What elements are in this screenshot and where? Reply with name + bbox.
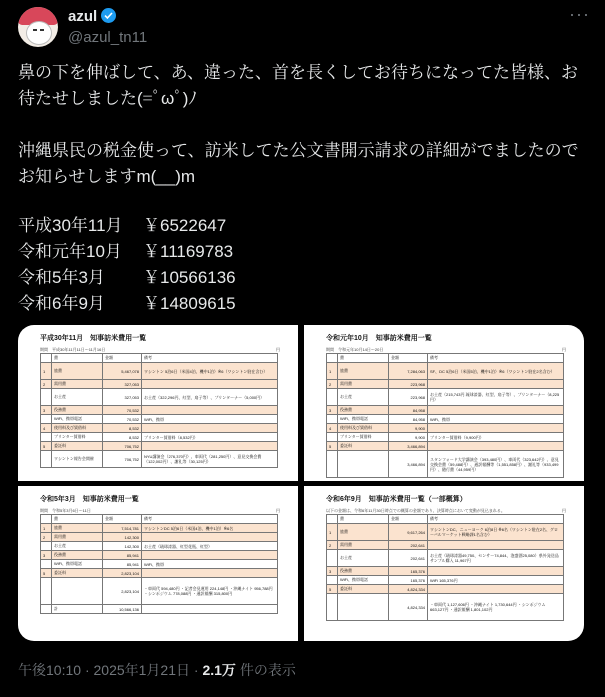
row-note — [142, 605, 278, 614]
row-amount: 706,752 — [103, 442, 142, 451]
document-period: 期間 令和元年10月14日～20日 — [326, 347, 384, 352]
row-number — [327, 389, 338, 406]
table-row — [327, 585, 564, 594]
table-row — [41, 451, 278, 468]
row-note — [428, 567, 564, 576]
document-unit: 円 — [276, 508, 280, 513]
table-row — [41, 542, 278, 551]
row-label: 需用費 — [52, 533, 103, 542]
row-number: 3 — [327, 406, 338, 415]
document-period: 期間 令和5年3月6日～11日 — [40, 508, 91, 513]
view-count: 2.1万 — [202, 662, 236, 678]
row-number: 1 — [327, 363, 338, 380]
row-label — [52, 578, 103, 605]
row-amount: 202,641 — [389, 541, 428, 550]
row-number: 3 — [327, 567, 338, 576]
table-header-row — [41, 515, 278, 524]
document-title: 令和5年3月 知事訪米費用一覧 — [40, 496, 139, 503]
row-note — [142, 424, 278, 433]
cost-era: 令和5年3月 — [18, 268, 105, 287]
table-row — [41, 380, 278, 389]
row-number: 3 — [41, 406, 52, 415]
row-number: 5 — [327, 585, 338, 594]
document-image-4[interactable] — [304, 486, 584, 641]
header-cell: 備考 — [142, 354, 278, 363]
cost-table — [40, 514, 278, 614]
row-amount: 9,617,264 — [389, 524, 428, 541]
row-label: 役務費 — [52, 551, 103, 560]
row-note — [142, 551, 278, 560]
row-amount: 3,466,894 — [389, 451, 428, 478]
header-cell: 備考 — [428, 515, 564, 524]
row-amount: 7,514,781 — [103, 524, 142, 533]
separator-dot: · — [193, 662, 199, 678]
row-note — [428, 406, 564, 415]
row-amount: 9,900 — [389, 433, 428, 442]
row-label — [338, 594, 389, 621]
verified-badge-icon — [101, 8, 116, 23]
row-note — [142, 406, 278, 415]
document-title: 令和6年9月 知事訪米費用一覧（一部概算） — [326, 496, 467, 503]
table-row — [327, 380, 564, 389]
row-note: プリンター賃借料（9,900円） — [428, 433, 564, 442]
table-row — [41, 433, 278, 442]
row-label: WiFi、携帯電話 — [338, 576, 389, 585]
row-label: 役務費 — [52, 406, 103, 415]
table-row — [327, 442, 564, 451]
document-period: 期間 平成30年11月11日～11月16日 — [40, 347, 106, 352]
table-row — [327, 363, 564, 380]
row-note: WiFi 165,376円 — [428, 576, 564, 585]
row-number — [41, 433, 52, 442]
row-number — [327, 451, 338, 478]
row-note — [142, 533, 278, 542]
row-label: 計 — [52, 605, 103, 614]
row-number — [41, 605, 52, 614]
row-note — [428, 442, 564, 451]
row-note: NYU講演会（276,370円）、車両代（281,250円）、意見交換会費（122,002円）、謝礼等（30,125円） — [142, 451, 278, 468]
row-label: ワシントン報告会開催 — [52, 451, 103, 468]
header-cell: 費 — [338, 354, 389, 363]
document-unit: 円 — [562, 347, 566, 352]
cost-era: 令和元年10月 — [18, 242, 122, 261]
row-label: 委託料 — [52, 442, 103, 451]
row-label: 旅費 — [52, 363, 103, 380]
row-label: 役務費 — [338, 406, 389, 415]
table-row — [41, 605, 278, 614]
row-amount: 706,752 — [103, 451, 142, 468]
row-amount: 142,300 — [103, 533, 142, 542]
tweet-footer — [18, 660, 296, 680]
separator-dot: · — [84, 662, 90, 678]
row-number: 1 — [327, 524, 338, 541]
row-note — [142, 569, 278, 578]
table-row — [41, 406, 278, 415]
row-number: 2 — [41, 380, 52, 389]
table-row — [327, 406, 564, 415]
row-number — [41, 560, 52, 569]
row-label: プリンター賃借料 — [338, 433, 389, 442]
row-note — [428, 380, 564, 389]
row-note: ・車両代 594,480円 ・記者会見運用 224,148円 ・沖縄ナイト 956,788円 ・シンポジウム 778,088円 ・通訳報酬 315,800円 — [142, 578, 278, 605]
row-label: お土産 — [338, 550, 389, 567]
table-header-row — [327, 354, 564, 363]
row-note — [428, 585, 564, 594]
document-title: 平成30年11月 知事訪米費用一覧 — [40, 335, 147, 342]
table-row — [41, 524, 278, 533]
row-note: SF、DC 5泊6日（米国5泊、機中1泊）※6（ワシントン駐在2名含む） — [428, 363, 564, 380]
row-amount: 84,958 — [389, 415, 428, 424]
row-number: 2 — [327, 541, 338, 550]
row-amount: 7,284,063 — [389, 363, 428, 380]
row-amount: 327,053 — [103, 389, 142, 406]
header-cell: 費 — [338, 515, 389, 524]
header-cell: 費 — [52, 354, 103, 363]
row-note: ・車両代 1,127,606円 ・沖縄ナイト 1,730,644円 ・シンポジウム 663,127円 ・通訳報酬 1,801,102円 — [428, 594, 564, 621]
row-number — [327, 594, 338, 621]
table-row — [327, 451, 564, 478]
table-row — [327, 541, 564, 550]
table-row — [327, 594, 564, 621]
row-amount: 2,823,104 — [103, 578, 142, 605]
table-row — [327, 389, 564, 406]
row-amount: 4,824,334 — [389, 594, 428, 621]
document-title: 令和元年10月 知事訪米費用一覧 — [326, 335, 432, 342]
row-label: お土産 — [338, 389, 389, 406]
row-amount: 327,053 — [103, 380, 142, 389]
table-row — [41, 569, 278, 578]
row-amount: 8,532 — [103, 433, 142, 442]
row-label: 委託料 — [338, 585, 389, 594]
document-image-1[interactable] — [18, 325, 298, 481]
row-note — [142, 442, 278, 451]
table-row — [41, 442, 278, 451]
row-label: 需用費 — [52, 380, 103, 389]
row-label: WiFi、携帯電話 — [338, 415, 389, 424]
header-cell: 金額 — [389, 354, 428, 363]
row-number: 4 — [327, 424, 338, 433]
row-number: 2 — [41, 533, 52, 542]
row-amount: 2,823,104 — [103, 569, 142, 578]
header-cell: 費 — [52, 515, 103, 524]
row-amount: 3,466,894 — [389, 442, 428, 451]
table-row — [41, 415, 278, 424]
cost-era: 令和6年9月 — [18, 294, 105, 313]
row-amount: 84,958 — [389, 406, 428, 415]
row-number — [327, 550, 338, 567]
row-amount: 165,376 — [389, 567, 428, 576]
tweet-header — [18, 4, 590, 51]
row-amount: 10,566,136 — [103, 605, 142, 614]
table-row — [41, 578, 278, 605]
row-label: プリンター賃借料 — [52, 433, 103, 442]
row-note: お土産（琉球漆器49,750、センサー74,844、泡盛酒25,080）県外発送品サンプル購入 11,967円 — [428, 550, 564, 567]
media-grid — [18, 325, 584, 641]
row-label: WiFi、携帯電話 — [52, 415, 103, 424]
row-number: 1 — [41, 524, 52, 533]
header-cell: 金額 — [103, 515, 142, 524]
row-note: お土産（215,743円 琉球漆器、紅型、扇子等）、プリンターナー（8,225円） — [428, 389, 564, 406]
table-row — [41, 424, 278, 433]
row-number — [41, 542, 52, 551]
table-row — [41, 363, 278, 380]
row-amount: 4,824,334 — [389, 585, 428, 594]
row-number: 4 — [41, 424, 52, 433]
row-number — [327, 576, 338, 585]
row-number — [41, 451, 52, 468]
row-number: 3 — [41, 551, 52, 560]
cost-table — [326, 353, 564, 478]
table-row — [327, 567, 564, 576]
row-label: 需用費 — [338, 541, 389, 550]
table-row — [327, 433, 564, 442]
row-note: お土産（琉球漆器、紅型花瓶、紅型） — [142, 542, 278, 551]
author-name-row[interactable] — [68, 8, 116, 25]
more-options-icon[interactable]: ··· — [569, 4, 590, 24]
cost-era: 平成30年11月 — [18, 216, 123, 235]
table-row — [327, 524, 564, 541]
avatar[interactable] — [18, 7, 58, 47]
post-time[interactable]: 午後10:10 — [18, 662, 82, 678]
row-label: 使用料及び賃借料 — [338, 424, 389, 433]
header-cell: 備考 — [142, 515, 278, 524]
row-number: 5 — [327, 442, 338, 451]
row-note: WiFi、携帯 — [428, 415, 564, 424]
row-amount: 9,900 — [389, 424, 428, 433]
row-number — [327, 415, 338, 424]
row-number — [41, 389, 52, 406]
row-amount: 70,532 — [103, 415, 142, 424]
row-number — [41, 415, 52, 424]
author-display-name[interactable]: azul — [68, 8, 98, 25]
row-number: 2 — [327, 380, 338, 389]
table-row — [41, 389, 278, 406]
row-note: スタンフォード大学講演会（393,480円）、車両代（323,642円）、意見交換会費（59,488円）、通訳報酬等（1,551,858円）、謝礼等（933,499円）、随行費（44,959円） — [428, 451, 564, 478]
post-date[interactable]: 2025年1月21日 — [93, 662, 191, 678]
table-row — [327, 415, 564, 424]
document-period: 以下の金額は、令和6年11月30日時点での概算の金額であり、決算時点において変動が見込まれる。 — [326, 508, 505, 513]
document-unit: 円 — [562, 508, 566, 513]
table-row — [327, 576, 564, 585]
row-amount: 85,941 — [103, 560, 142, 569]
cost-amount: ￥14809615 — [143, 294, 236, 313]
row-number: 1 — [41, 363, 52, 380]
row-label — [338, 451, 389, 478]
header-cell: 金額 — [103, 354, 142, 363]
cost-amount: ￥11169783 — [143, 242, 234, 261]
row-amount: 223,968 — [389, 389, 428, 406]
row-amount: 8,532 — [103, 424, 142, 433]
tweet-paragraph-2: 沖縄県民の税金使って、訪米してた公文書開示請求の詳細がでましたのでお知らせしますm(__)m — [18, 141, 579, 186]
header-cell: 備考 — [428, 354, 564, 363]
row-note: ワシントン 5泊6日（米国4泊、機中1泊）※6（ワシントン駐在含む） — [142, 363, 278, 380]
cost-table — [326, 514, 564, 621]
table-header-row — [41, 354, 278, 363]
row-label: 委託料 — [338, 442, 389, 451]
tweet-text — [18, 60, 588, 190]
row-number: 5 — [41, 442, 52, 451]
row-note — [142, 380, 278, 389]
author-handle[interactable]: @azul_tn11 — [68, 29, 148, 46]
row-note: お土産（322,296円、紅型、扇子等）、プリンターナー（5,000円） — [142, 389, 278, 406]
row-amount: 223,968 — [389, 380, 428, 389]
row-amount: 85,941 — [103, 551, 142, 560]
row-label: 役務費 — [338, 567, 389, 576]
row-note: ワシントンDC 5泊6日（米国4泊、機中1泊）※6名 — [142, 524, 278, 533]
row-note: WiFi、携帯 — [142, 560, 278, 569]
table-row — [41, 560, 278, 569]
row-number — [327, 433, 338, 442]
row-label: 旅費 — [338, 524, 389, 541]
view-count-label: 件の表示 — [239, 662, 296, 678]
row-number: 5 — [41, 569, 52, 578]
row-amount: 70,532 — [103, 406, 142, 415]
row-note: プリンター賃借料（8,532円） — [142, 433, 278, 442]
table-header-row — [327, 515, 564, 524]
header-cell: 金額 — [389, 515, 428, 524]
table-row — [327, 550, 564, 567]
row-note: WiFi、携帯 — [142, 415, 278, 424]
row-label: 旅費 — [52, 524, 103, 533]
row-label: 使用料及び賃借料 — [52, 424, 103, 433]
table-row — [327, 424, 564, 433]
document-image-3[interactable] — [18, 486, 298, 641]
row-amount: 5,467,078 — [103, 363, 142, 380]
row-label: お土産 — [52, 542, 103, 551]
table-row — [41, 551, 278, 560]
row-label: 旅費 — [338, 363, 389, 380]
row-note — [428, 424, 564, 433]
row-label: 委託料 — [52, 569, 103, 578]
row-note: ワシントンDC、ニューヨーク 6泊8日 ※6名（ワシントン駐在2名、グローバルマーケット戦略課1名含む） — [428, 524, 564, 541]
row-amount: 165,376 — [389, 576, 428, 585]
table-row — [41, 533, 278, 542]
row-label: 需用費 — [338, 380, 389, 389]
cost-table — [40, 353, 278, 468]
document-unit: 円 — [276, 347, 280, 352]
row-note — [428, 541, 564, 550]
document-image-2[interactable] — [304, 325, 584, 481]
tweet-paragraph-1: 鼻の下を伸ばして、あ、違った、首を長くしてお待ちになってた皆様、お待たせしました(=ﾟωﾟ)ﾉ — [18, 63, 578, 108]
row-label: お土産 — [52, 389, 103, 406]
cost-amount: ￥6522647 — [143, 216, 227, 235]
row-number — [41, 578, 52, 605]
row-amount: 202,641 — [389, 550, 428, 567]
row-label: WiFi、携帯電話 — [52, 560, 103, 569]
row-amount: 142,300 — [103, 542, 142, 551]
cost-amount: ￥10566136 — [143, 268, 236, 287]
